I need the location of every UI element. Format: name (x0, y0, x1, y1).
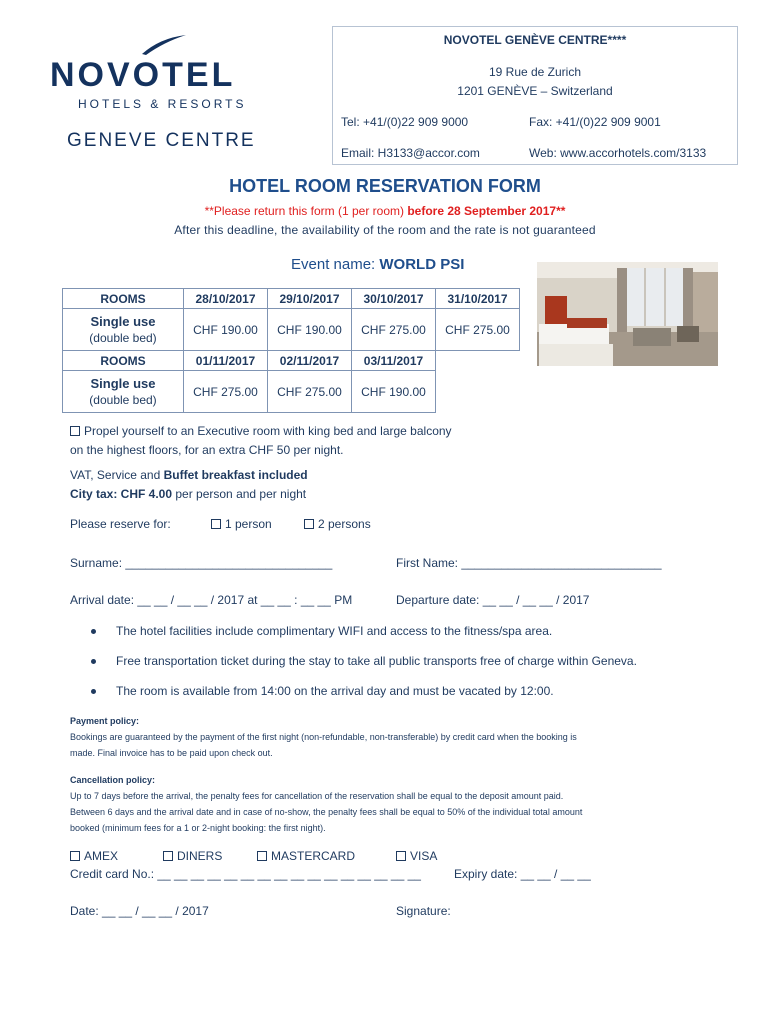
upgrade-checkbox[interactable] (70, 426, 80, 436)
date-field[interactable]: Date: __ __ / __ __ / 2017 (70, 904, 209, 918)
price-cell: CHF 275.00 (352, 309, 436, 351)
diners-checkbox[interactable] (163, 851, 173, 861)
reserve-2-persons (304, 517, 371, 531)
bullet-item: The room is available from 14:00 on the arrival day and must be vacated by 12:00. (116, 684, 554, 698)
availability-note: After this deadline, the availability of the room and the rate is not guaranteed (174, 223, 596, 237)
arrival-date-field[interactable]: Arrival date: __ __ / __ __ / 2017 at __ __ : __ __ PM (70, 593, 353, 607)
logo-wordmark: NOVOTEL (50, 56, 236, 94)
card-amex (70, 849, 118, 863)
first-name-field[interactable]: First Name: ______________________________ (396, 556, 662, 570)
rates-header-row (63, 289, 520, 309)
cancellation-policy-line3: booked (minimum fees for a 1 or 2-night booking: the first night). (70, 823, 326, 833)
one-person-label: 1 person (225, 517, 272, 531)
hotel-city: 1201 GENÈVE – Switzerland (457, 84, 613, 98)
price-cell: CHF 190.00 (268, 309, 352, 351)
visa-checkbox[interactable] (396, 851, 406, 861)
expiry-date-field[interactable]: Expiry date: __ __ / __ __ (454, 867, 591, 881)
included-bold: Buffet breakfast included (163, 468, 308, 482)
included-line (70, 468, 308, 482)
date-header: 31/10/2017 (436, 289, 520, 309)
bullet-item: Free transportation ticket during the stay to take all public transports free of charge within Geneva. (116, 654, 637, 668)
date-header: 28/10/2017 (184, 289, 268, 309)
cancellation-policy-line2: Between 6 days and the arrival date and in case of no-show, the penalty fees shall be equal to 50% of the individual total amount (70, 807, 583, 817)
mastercard-checkbox[interactable] (257, 851, 267, 861)
room-type-sub: (double bed) (89, 330, 157, 345)
bullet-item: The hotel facilities include complimentary WIFI and access to the fitness/spa area. (116, 624, 553, 638)
empty-cell (436, 351, 520, 371)
card-diners (163, 849, 222, 863)
logo-city: GENEVE CENTRE (67, 130, 256, 151)
card-mastercard (257, 849, 355, 863)
notice-prefix: **Please return this form (1 per room) (204, 204, 408, 218)
upgrade-line2: on the highest floors, for an extra CHF 50 per night. (70, 443, 344, 457)
date-header: 03/11/2017 (352, 351, 436, 371)
mastercard-label: MASTERCARD (271, 849, 356, 863)
reserve-1-person (211, 517, 272, 531)
rates-price-row (63, 371, 520, 413)
logo-tagline: HOTELS & RESORTS (78, 97, 247, 111)
card-visa (396, 849, 437, 863)
price-cell: CHF 190.00 (184, 309, 268, 351)
one-person-checkbox[interactable] (211, 519, 221, 529)
hotel-web[interactable]: Web: www.accorhotels.com/3133 (529, 146, 707, 160)
upgrade-option (70, 424, 452, 438)
surname-field[interactable]: Surname: _______________________________ (70, 556, 333, 570)
two-persons-checkbox[interactable] (304, 519, 314, 529)
hotel-street: 19 Rue de Zurich (488, 65, 582, 79)
price-cell: CHF 275.00 (268, 371, 352, 413)
amex-checkbox[interactable] (70, 851, 80, 861)
payment-policy-line2: made. Final invoice has to be paid upon check out. (70, 748, 273, 758)
visa-label: VISA (410, 849, 438, 863)
bullet-icon (91, 659, 96, 664)
rates-header-row (63, 351, 520, 371)
date-header: 30/10/2017 (352, 289, 436, 309)
two-persons-label: 2 persons (318, 517, 371, 531)
room-type-sub: (double bed) (89, 392, 157, 407)
event-label: Event name: (291, 256, 380, 273)
price-cell: CHF 190.00 (352, 371, 436, 413)
logo-swoosh-icon (140, 34, 188, 56)
hotel-fax: Fax: +41/(0)22 909 9001 (529, 115, 661, 129)
room-type-cell (63, 309, 184, 351)
price-cell: CHF 275.00 (184, 371, 268, 413)
form-title: HOTEL ROOM RESERVATION FORM (229, 176, 541, 196)
cancellation-policy-line1: Up to 7 days before the arrival, the penalty fees for cancellation of the reservation shall be equal to the deposit amount paid. (70, 791, 564, 801)
included-prefix: VAT, Service and (70, 468, 164, 482)
date-header: 02/11/2017 (268, 351, 352, 371)
reserve-label: Please reserve for: (70, 517, 171, 531)
rates-price-row (63, 309, 520, 351)
city-tax-line (70, 487, 306, 501)
hotel-email[interactable]: Email: H3133@accor.com (341, 146, 480, 160)
payment-policy-title: Payment policy: (70, 716, 140, 726)
notice-deadline: before 28 September 2017** (407, 204, 566, 218)
rooms-header: ROOMS (63, 289, 184, 309)
room-type-cell (63, 371, 184, 413)
city-tax-bold: City tax: CHF 4.00 (70, 487, 173, 501)
date-header: 01/11/2017 (184, 351, 268, 371)
price-cell: CHF 275.00 (436, 309, 520, 351)
hotel-tel: Tel: +41/(0)22 909 9000 (341, 115, 469, 129)
date-header: 29/10/2017 (268, 289, 352, 309)
hotel-room-photo (537, 262, 718, 366)
cancellation-policy-title: Cancellation policy: (70, 775, 156, 785)
bullet-icon (91, 689, 96, 694)
empty-cell (436, 371, 520, 413)
contact-box (332, 26, 738, 165)
payment-policy-line1: Bookings are guaranteed by the payment of the first night (non-refundable, non-transferable) by credit card when the booking is (70, 732, 577, 742)
departure-date-field[interactable]: Departure date: __ __ / __ __ / 2017 (396, 593, 590, 607)
bullet-icon (91, 629, 96, 634)
room-type: Single use (90, 375, 156, 391)
return-notice (0, 204, 770, 218)
room-type: Single use (90, 313, 156, 329)
event-value: WORLD PSI (379, 256, 465, 273)
upgrade-line1: Propel yourself to an Executive room with king bed and large balcony (84, 424, 452, 438)
amex-label: AMEX (84, 849, 119, 863)
diners-label: DINERS (177, 849, 223, 863)
event-name (291, 256, 464, 273)
card-number-field[interactable]: Credit card No.: __ __ __ __ __ __ __ __ __ __ __ __ __ __ __ __ (70, 867, 421, 881)
rates-table (62, 288, 520, 413)
signature-field[interactable]: Signature: (396, 904, 451, 918)
city-tax-rest: per person and per night (172, 487, 307, 501)
hotel-name: NOVOTEL GENÈVE CENTRE**** (443, 33, 627, 47)
rooms-header: ROOMS (63, 351, 184, 371)
